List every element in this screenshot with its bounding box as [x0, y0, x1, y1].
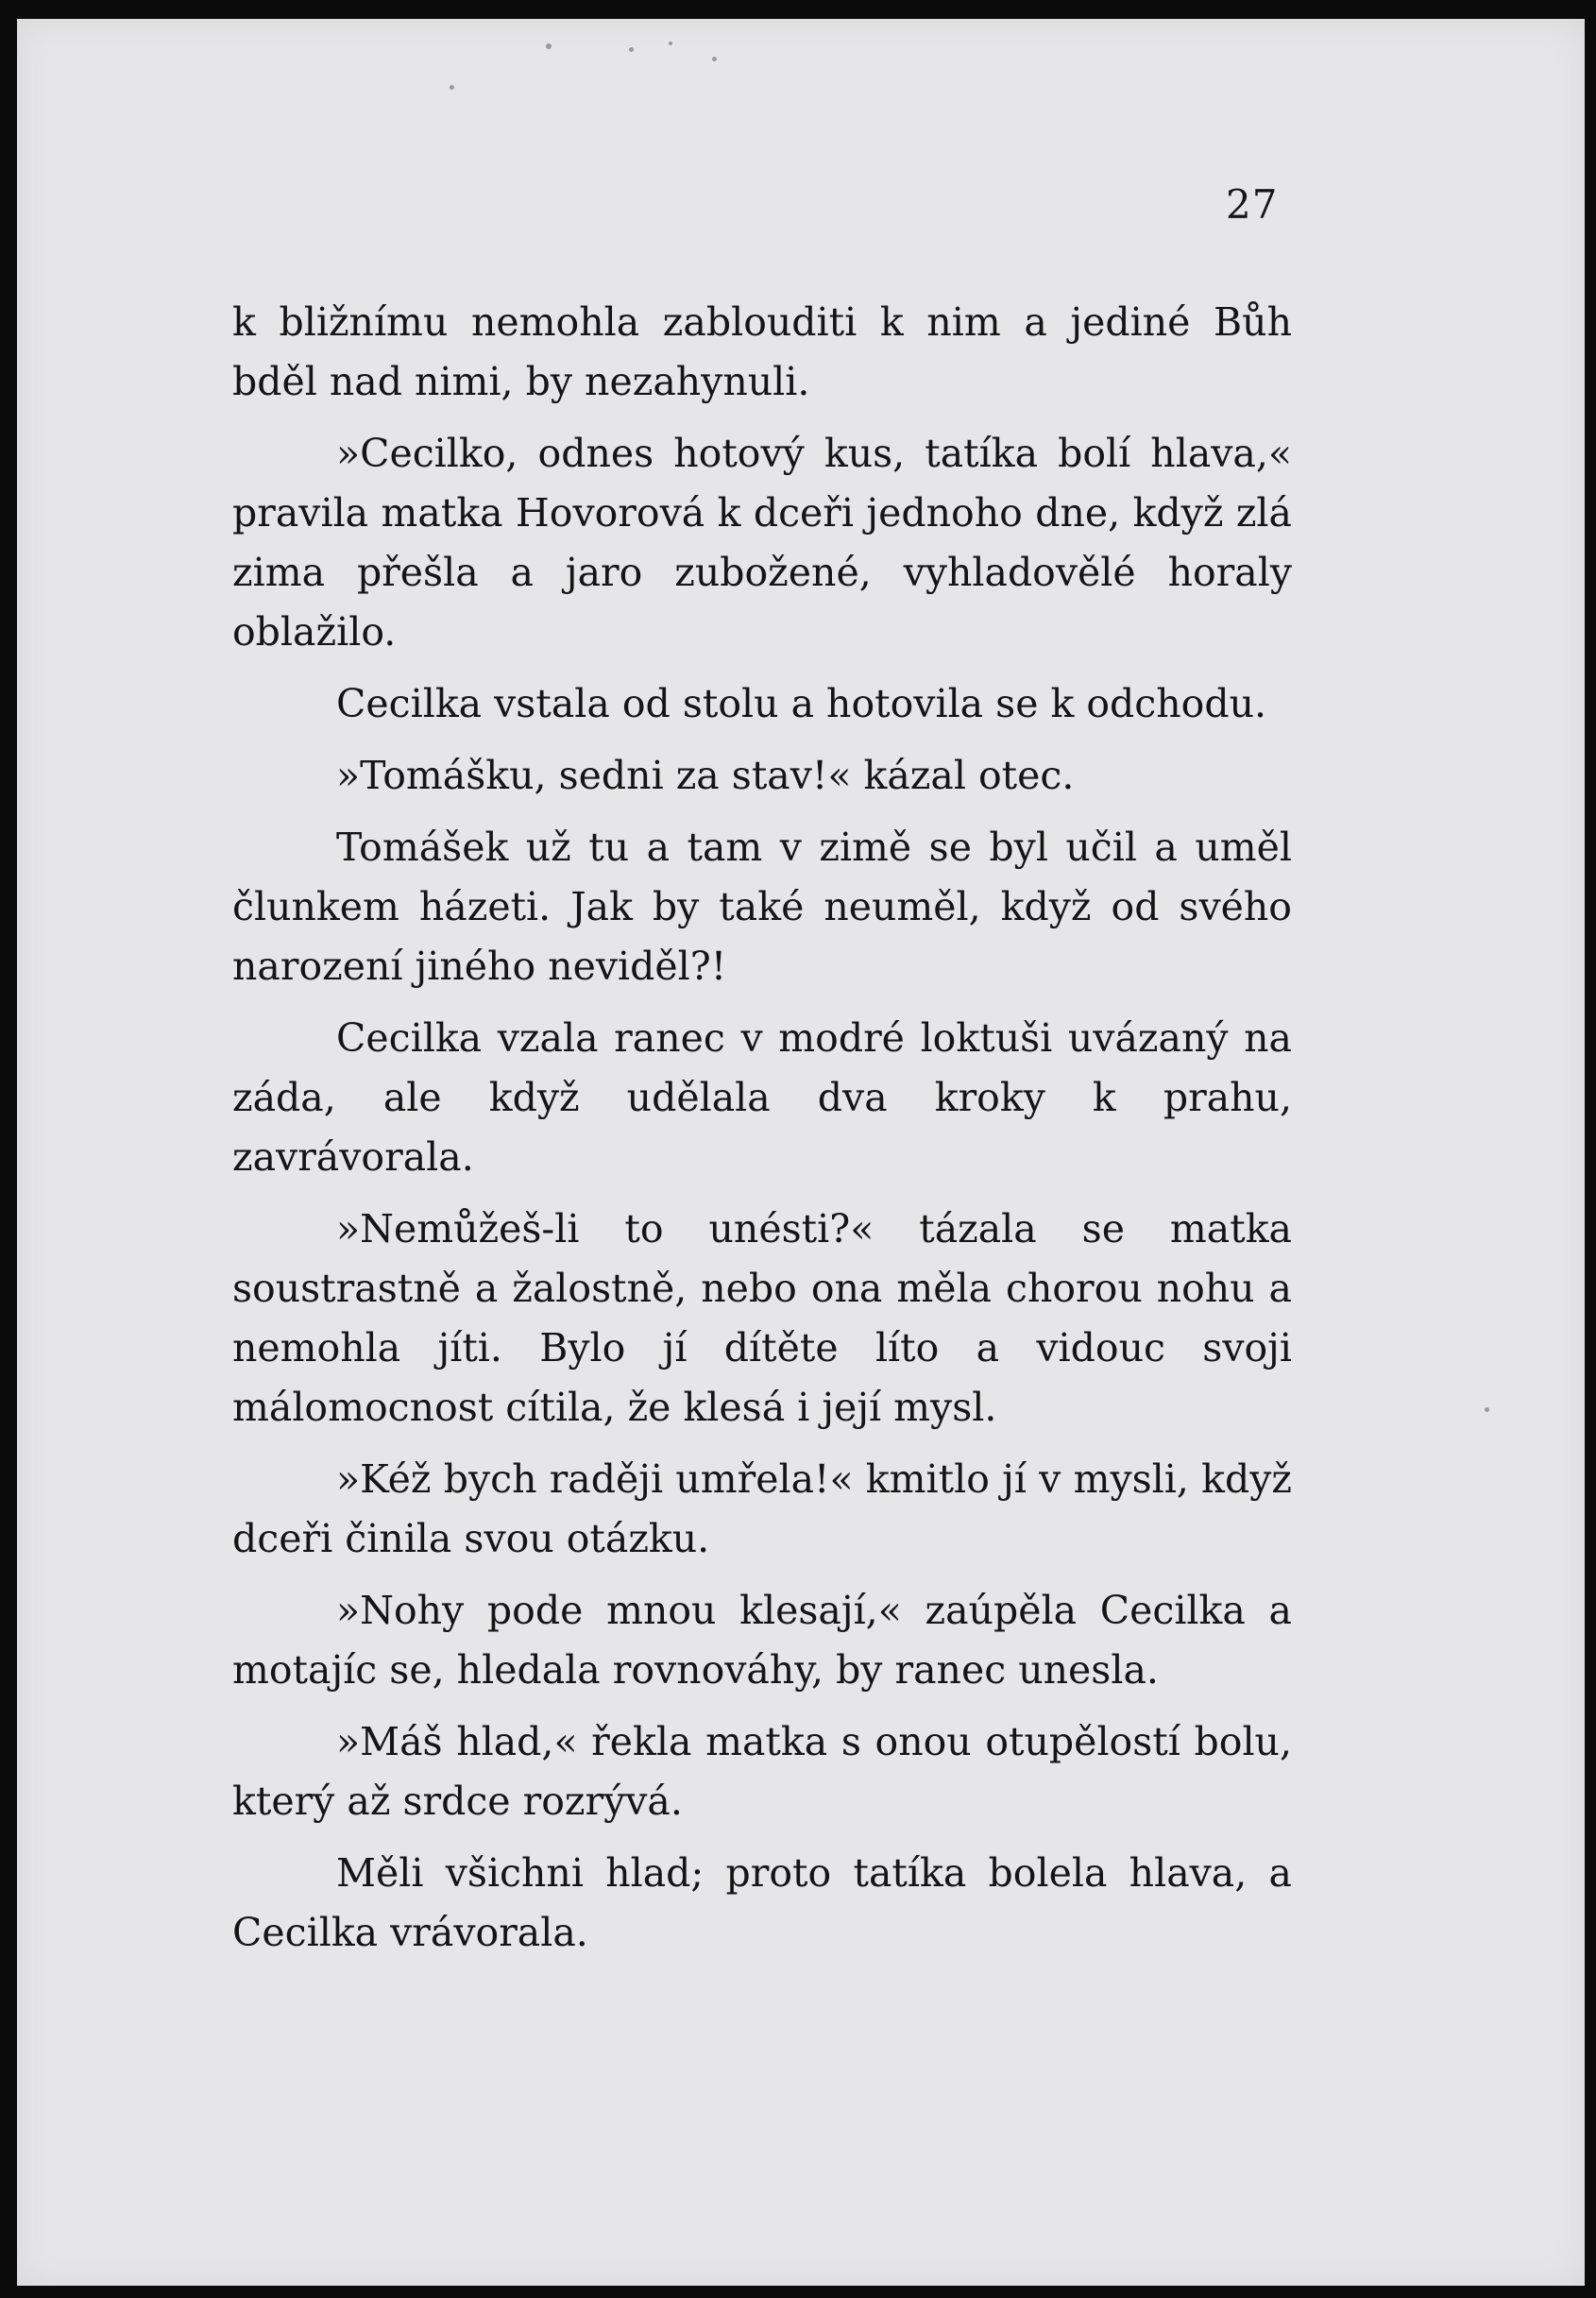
- body-text: [232, 293, 1292, 1975]
- paper-speck: [629, 47, 634, 52]
- page-number: 27: [1226, 181, 1279, 228]
- paragraph: »Kéž bych raději umřela!« kmitlo jí v mysli, když dceři činila svou otázku.: [232, 1456, 1292, 1561]
- paragraph: »Nemůžeš-li to unésti?« tázala se matka soustrastně a žalostně, nebo ona měla chorou nohu a nemohla jíti. Bylo jí dítěte líto a vidouc svoji málomocnost cítila, že klesá i její mysl.: [232, 1206, 1292, 1430]
- paper-speck: [1485, 1407, 1489, 1412]
- paragraph: »Nohy pode mnou klesají,« zaúpěla Cecilka a motajíc se, hledala rovnováhy, by ranec unesla.: [232, 1588, 1292, 1693]
- paper-speck: [712, 57, 717, 61]
- paragraph: »Máš hlad,« řekla matka s onou otupělostí bolu, který až srdce rozrývá.: [232, 1719, 1292, 1824]
- paragraph: Tomášek už tu a tam v zimě se byl učil a uměl člunkem házeti. Jak by také neuměl, když od svého narození jiného neviděl?!: [232, 825, 1292, 989]
- paper-speck: [546, 43, 552, 49]
- paragraph: Cecilka vzala ranec v modré loktuši uvázaný na záda, ale když udělala dva kroky k prahu, zavrávorala.: [232, 1015, 1292, 1180]
- paragraph: Cecilka vstala od stolu a hotovila se k odchodu.: [336, 681, 1267, 726]
- paragraph: k bližnímu nemohla zablouditi k nim a jediné Bůh bděl nad nimi, by nezahynuli.: [232, 299, 1292, 404]
- paragraph: »Cecilko, odnes hotový kus, tatíka bolí hlava,« pravila matka Hovorová k dceři jednoho dne, když zlá zima přešla a jaro zubožené, vyhladovělé horaly oblažilo.: [232, 431, 1292, 655]
- paper-speck: [669, 42, 672, 45]
- paper-speck: [450, 85, 454, 90]
- book-page: [17, 19, 1585, 2286]
- paragraph: Měli všichni hlad; proto tatíka bolela hlava, a Cecilka vrávorala.: [232, 1850, 1292, 1955]
- paragraph: »Tomášku, sedni za stav!« kázal otec.: [336, 753, 1075, 798]
